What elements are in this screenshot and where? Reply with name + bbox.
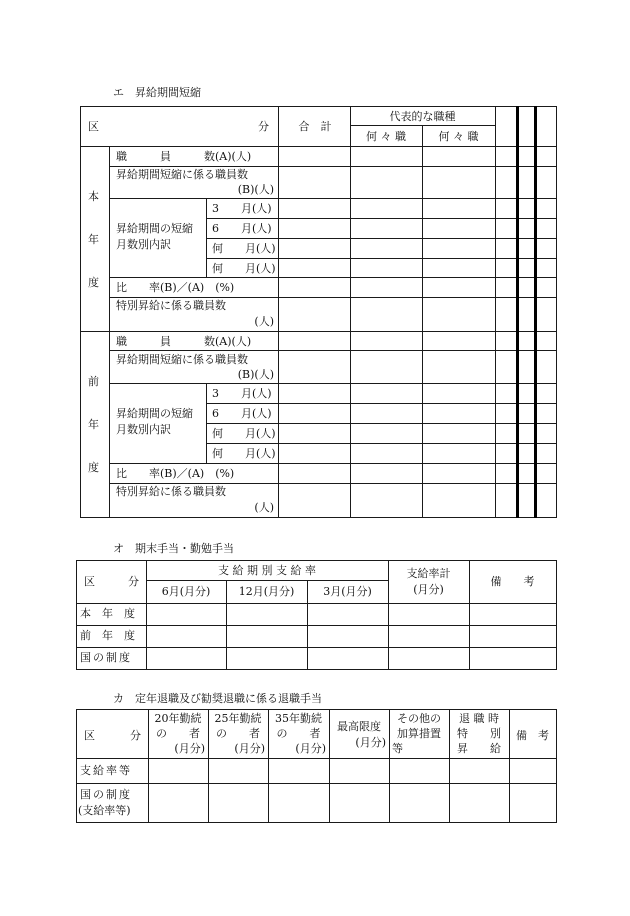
row-shortening-count-unit: (B)(人) — [237, 368, 274, 381]
row-breakdown-label-2: 月数別内訳 — [116, 423, 171, 436]
row-shortening-count-unit: (B)(人) — [237, 183, 274, 196]
header-retirement-raise-2: 特 別 — [457, 727, 501, 740]
row-month: 何 月(人) — [212, 262, 276, 275]
header-other-additions-3: 等 — [392, 742, 403, 755]
row-shortening-count: 昇給期間短縮に係る職員数 — [116, 168, 248, 181]
header-25-years-unit: (月分) — [234, 742, 265, 755]
row-month: 何 月(人) — [212, 427, 276, 440]
row-month: 何 月(人) — [212, 242, 276, 255]
header-35-years-unit: (月分) — [295, 742, 326, 755]
row-ratio: 比 率(B)／(A) (%) — [116, 467, 235, 480]
section-title-e: エ 昇給期間短縮 — [113, 86, 201, 99]
header-job-1: 何 々 職 — [366, 130, 406, 143]
header-representative-jobs: 代表的な職種 — [389, 110, 456, 123]
header-kubun-right: 分 — [130, 729, 141, 742]
row-shortening-count: 昇給期間短縮に係る職員数 — [116, 353, 248, 366]
header-total: 合 計 — [298, 120, 332, 133]
row-special-raise-unit: (人) — [254, 315, 274, 328]
header-35-years: 35年勤続 — [275, 712, 322, 725]
section-title-o: オ 期末手当・勤勉手当 — [113, 542, 234, 555]
header-remarks: 備 考 — [516, 729, 549, 742]
group-previous-year-2: 年 — [88, 418, 99, 431]
header-kubun-left: 区 — [84, 575, 95, 588]
row-breakdown-label: 昇給期間の短縮 — [116, 407, 193, 420]
row-month: 3 月(人) — [212, 202, 272, 215]
header-kubun-left: 区 — [84, 729, 95, 742]
row-national-system-note: (支給率等) — [78, 804, 131, 817]
group-current-year-2: 年 — [88, 233, 99, 246]
header-remarks: 備 考 — [490, 575, 535, 588]
header-kubun-right: 分 — [128, 575, 139, 588]
header-25-years: 25年勤続 — [214, 712, 262, 725]
row-special-raise-unit: (人) — [254, 501, 274, 514]
header-december: 12月(月分) — [238, 585, 295, 598]
table-rule-line — [76, 709, 77, 823]
row-month: 6 月(人) — [212, 407, 272, 420]
table-rule-line — [556, 709, 557, 823]
row-month: 6 月(人) — [212, 222, 272, 235]
group-previous-year-1: 前 — [88, 375, 99, 388]
header-20-years: 20年勤続 — [154, 712, 202, 725]
table-rule-line — [509, 709, 510, 823]
header-job-2: 何 々 職 — [438, 130, 479, 143]
row-special-raise: 特別昇給に係る職員数 — [116, 299, 226, 312]
header-25-years-2: の 者 — [216, 727, 260, 740]
header-35-years-2: の 者 — [276, 727, 321, 740]
row-national-system: 国の制度 — [80, 788, 132, 801]
header-kubun-right: 分 — [258, 120, 269, 133]
header-other-additions-2: 加算措置 — [397, 727, 441, 740]
header-payment-rate: 支 給 期 別 支 給 率 — [218, 564, 316, 577]
row-staff-count: 職 員 数(A)(人) — [116, 335, 252, 348]
group-current-year-3: 度 — [88, 276, 99, 289]
header-max-limit-unit: (月分) — [355, 736, 386, 749]
row-breakdown-label-2: 月数別内訳 — [116, 238, 171, 251]
row-special-raise: 特別昇給に係る職員数 — [116, 485, 226, 498]
row-payment-rates: 支給率等 — [80, 764, 132, 777]
row-national-system: 国の制度 — [80, 651, 132, 664]
header-rate-total-unit: (月分) — [413, 583, 444, 596]
header-max-limit: 最高限度 — [337, 720, 381, 733]
row-staff-count: 職 員 数(A)(人) — [116, 150, 252, 163]
header-other-additions: その他の — [397, 712, 441, 725]
header-20-years-2: の 者 — [156, 727, 200, 740]
section-title-ka: カ 定年退職及び勧奨退職に係る退職手当 — [113, 692, 322, 705]
header-20-years-unit: (月分) — [174, 742, 205, 755]
row-ratio: 比 率(B)／(A) (%) — [116, 281, 235, 294]
row-previous-year: 前 年 度 — [80, 629, 135, 642]
row-month: 3 月(人) — [212, 387, 272, 400]
group-current-year-1: 本 — [88, 190, 99, 203]
group-previous-year-3: 度 — [88, 461, 99, 474]
row-month: 何 月(人) — [212, 447, 276, 460]
header-rate-total: 支給率計 — [406, 567, 451, 580]
header-march: 3月(月分) — [323, 585, 372, 598]
header-retirement-raise: 退 職 時 — [459, 712, 499, 725]
header-retirement-raise-3: 昇 給 — [457, 742, 501, 755]
header-kubun-left: 区 — [88, 120, 99, 133]
row-breakdown-label: 昇給期間の短縮 — [116, 222, 193, 235]
row-current-year: 本 年 度 — [80, 607, 135, 620]
header-june: 6月(月分) — [161, 585, 211, 598]
